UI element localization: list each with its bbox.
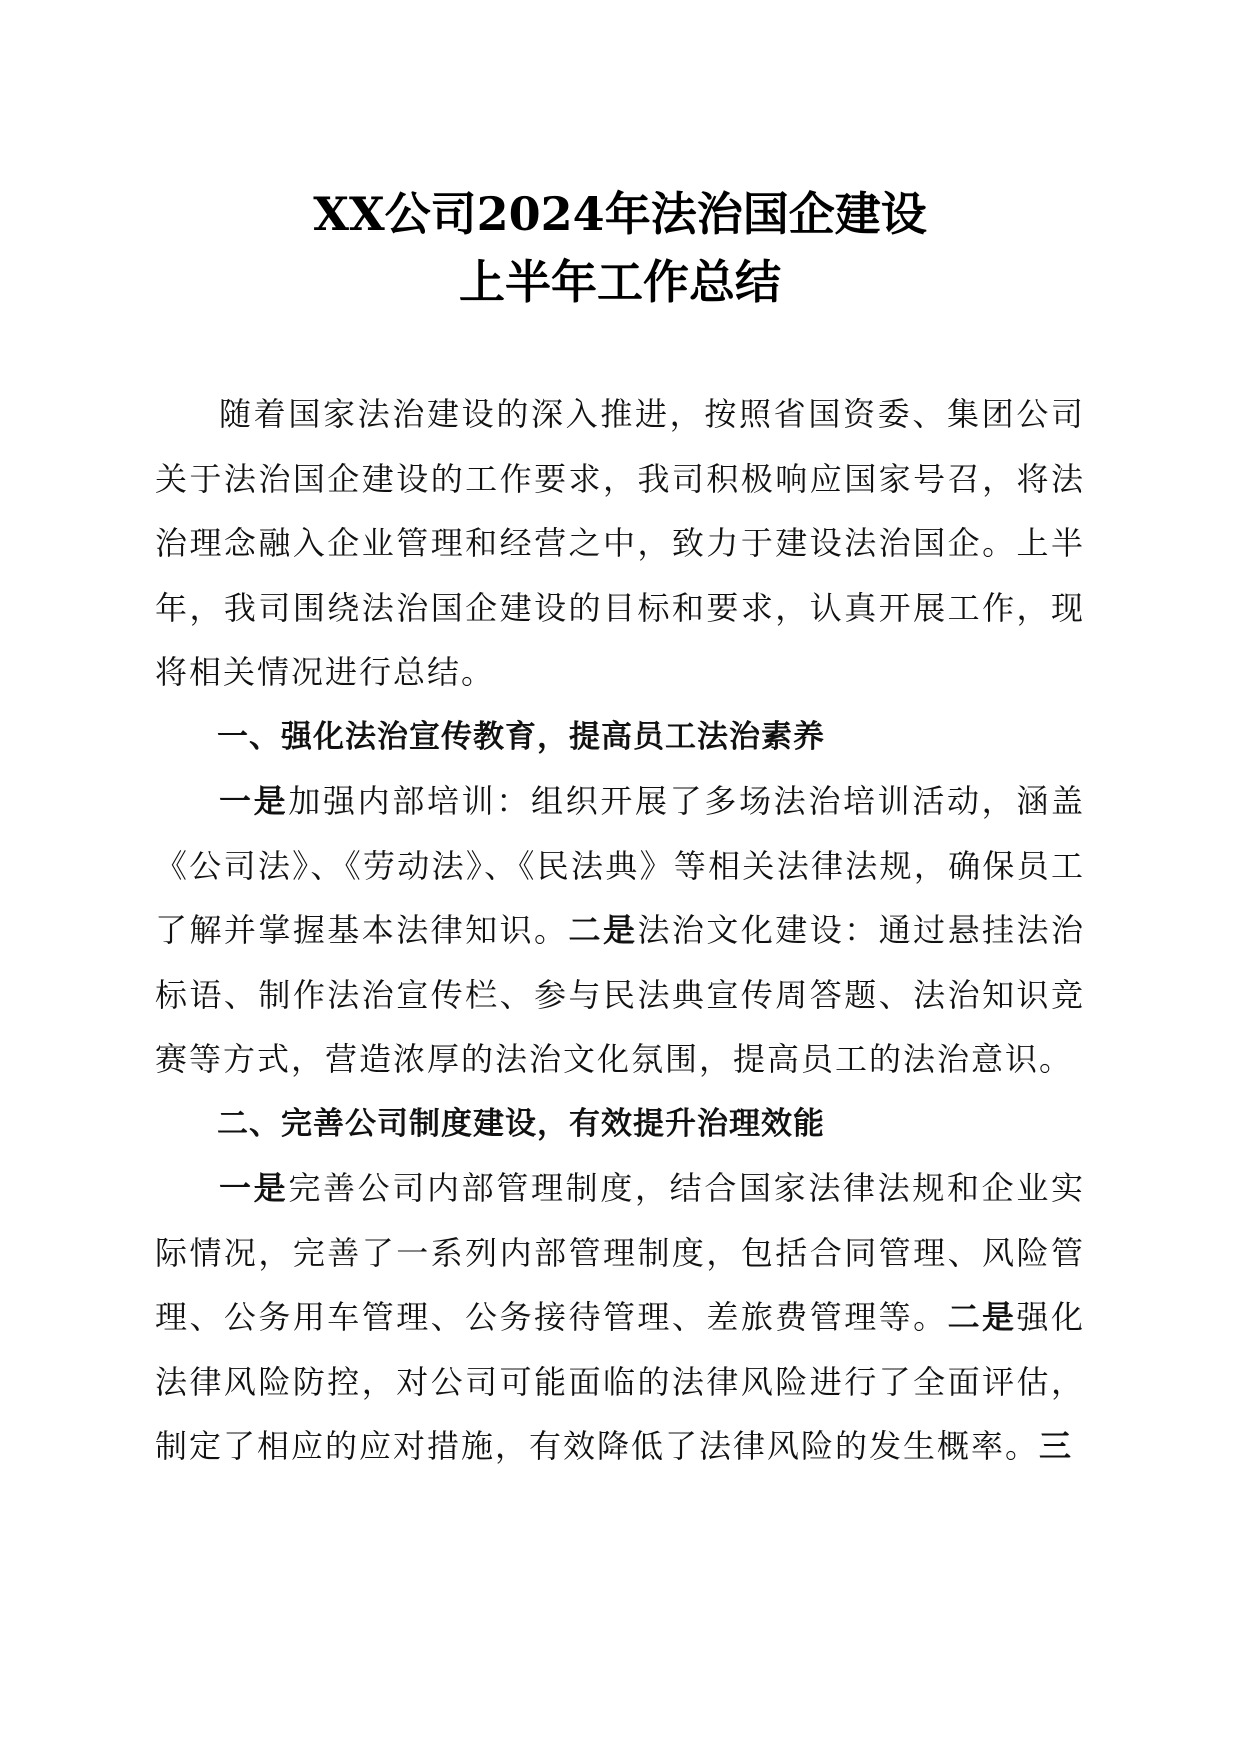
title-line-1: XX公司2024年法治国企建设 — [313, 187, 927, 241]
section-1-paragraph — [155, 769, 1085, 1092]
section-2-lead-1: 一是 — [219, 1169, 289, 1207]
document-title — [0, 180, 1240, 316]
title-line-2: 上半年工作总结 — [459, 255, 781, 309]
section-1-heading: 一、强化法治宣传教育，提高员工法治素养 — [217, 718, 825, 755]
section-2-lead-2: 二是 — [947, 1298, 1017, 1336]
intro-paragraph: 随着国家法治建设的深入推进，按照省国资委、集团公司关于法治国企建设的工作要求，我司积极响应国家号召，将法治理念融入企业管理和经营之中，致力于建设法治国企。上半年，我司围绕法治国企建设的目标和要求，认真开展工作，现将相关情况进行总结。 — [155, 395, 1085, 691]
section-2-paragraph — [155, 1156, 1085, 1479]
section-1-text-1: 加强内部培训：组织开展了多场法治培训活动，涵盖《公司法》、《劳动法》、《民法典》等相关法律法规，确保员工了解并掌握基本法律知识。 — [155, 782, 1085, 949]
section-2-text-1: 完善公司内部管理制度，结合国家法律法规和企业实际情况，完善了一系列内部管理制度，包括合同管理、风险管理、公务用车管理、公务接待管理、差旅费管理等。 — [155, 1169, 1085, 1336]
section-1-lead-1: 一是 — [219, 782, 289, 820]
section-1-text-2: 法治文化建设：通过悬挂法治标语、制作法治宣传栏、参与民法典宣传周答题、法治知识竞赛等方式，营造浓厚的法治文化氛围，提高员工的法治意识。 — [155, 911, 1085, 1078]
document-body — [155, 382, 1085, 1479]
section-2-lead-3: 三 — [1039, 1427, 1074, 1465]
section-1-lead-2: 二是 — [568, 911, 638, 949]
section-2-text-2: 强化法律风险防控，对公司可能面临的法律风险进行了全面评估，制定了相应的应对措施，有效降低了法律风险的发生概率。 — [155, 1298, 1085, 1465]
section-2-heading: 二、完善公司制度建设，有效提升治理效能 — [217, 1105, 825, 1142]
